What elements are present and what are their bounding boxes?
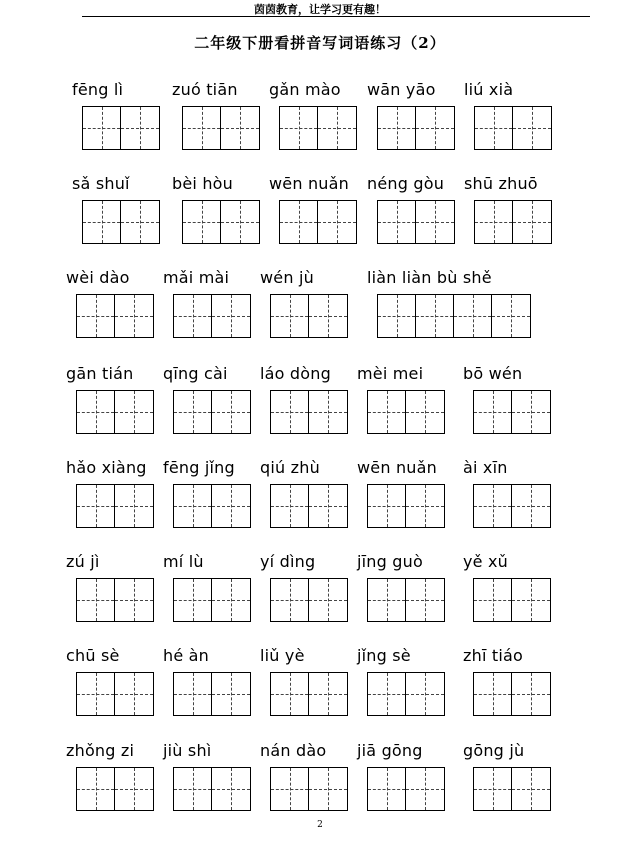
pinyin-label: wèi dào <box>66 268 130 287</box>
writing-cell[interactable] <box>512 485 550 527</box>
writing-cell[interactable] <box>271 768 309 810</box>
pinyin-label: wēn nuǎn <box>269 174 349 193</box>
writing-cell[interactable] <box>77 485 115 527</box>
writing-cell[interactable] <box>271 485 309 527</box>
exercise-row <box>0 741 640 831</box>
pinyin-label: sǎ shuǐ <box>72 174 130 193</box>
tianzige-grid[interactable] <box>173 767 251 811</box>
writing-cell[interactable] <box>77 391 115 433</box>
writing-cell[interactable] <box>368 391 406 433</box>
pinyin-label: nán dào <box>260 741 327 760</box>
writing-cell[interactable] <box>512 673 550 715</box>
writing-cell[interactable] <box>475 201 513 243</box>
writing-cell[interactable] <box>475 107 513 149</box>
writing-cell[interactable] <box>474 579 512 621</box>
writing-cell[interactable] <box>416 295 454 337</box>
writing-cell[interactable] <box>77 768 115 810</box>
writing-cell[interactable] <box>378 107 416 149</box>
writing-cell[interactable] <box>83 201 121 243</box>
tianzige-grid[interactable] <box>76 672 154 716</box>
exercise-row <box>0 364 640 454</box>
writing-cell[interactable] <box>271 673 309 715</box>
writing-cell[interactable] <box>115 391 153 433</box>
pinyin-label: jiù shì <box>163 741 212 760</box>
writing-cell[interactable] <box>309 768 347 810</box>
tianzige-grid[interactable] <box>76 767 154 811</box>
writing-cell[interactable] <box>406 768 444 810</box>
tianzige-grid[interactable] <box>279 106 357 150</box>
tianzige-grid[interactable] <box>76 484 154 528</box>
writing-cell[interactable] <box>271 295 309 337</box>
writing-cell[interactable] <box>309 295 347 337</box>
pinyin-label: yí dìng <box>260 552 316 571</box>
pinyin-label: qīng cài <box>163 364 228 383</box>
writing-cell[interactable] <box>174 485 212 527</box>
writing-cell[interactable] <box>212 391 250 433</box>
writing-cell[interactable] <box>174 295 212 337</box>
pinyin-label: zhī tiáo <box>463 646 523 665</box>
tianzige-grid[interactable] <box>173 390 251 434</box>
writing-cell[interactable] <box>309 485 347 527</box>
writing-cell[interactable] <box>474 391 512 433</box>
pinyin-label: wān yāo <box>367 80 436 99</box>
writing-cell[interactable] <box>474 768 512 810</box>
pinyin-label: jiā gōng <box>357 741 423 760</box>
pinyin-label: néng gòu <box>367 174 445 193</box>
pinyin-label: bèi hòu <box>172 174 234 193</box>
pinyin-label: jǐng sè <box>357 646 411 665</box>
writing-cell[interactable] <box>368 485 406 527</box>
pinyin-label: fēng lì <box>72 80 124 99</box>
writing-cell[interactable] <box>513 201 551 243</box>
writing-cell[interactable] <box>416 201 454 243</box>
writing-cell[interactable] <box>492 295 530 337</box>
writing-cell[interactable] <box>512 768 550 810</box>
pinyin-label: ài xīn <box>463 458 508 477</box>
writing-cell[interactable] <box>406 391 444 433</box>
writing-cell[interactable] <box>309 579 347 621</box>
writing-cell[interactable] <box>115 673 153 715</box>
pinyin-label: liǔ yè <box>260 646 305 665</box>
tianzige-grid[interactable] <box>173 578 251 622</box>
writing-cell[interactable] <box>406 579 444 621</box>
writing-cell[interactable] <box>309 673 347 715</box>
exercise-row <box>0 80 640 170</box>
tianzige-grid[interactable] <box>367 672 445 716</box>
writing-cell[interactable] <box>474 485 512 527</box>
exercise-row <box>0 552 640 642</box>
tianzige-grid[interactable] <box>173 672 251 716</box>
pinyin-label: zú jì <box>66 552 100 571</box>
writing-cell[interactable] <box>174 391 212 433</box>
writing-cell[interactable] <box>406 485 444 527</box>
writing-cell[interactable] <box>77 579 115 621</box>
tianzige-grid[interactable] <box>182 200 260 244</box>
writing-cell[interactable] <box>115 485 153 527</box>
tianzige-grid[interactable] <box>377 200 455 244</box>
tianzige-grid[interactable] <box>173 484 251 528</box>
writing-cell[interactable] <box>512 391 550 433</box>
pinyin-label: zuó tiān <box>172 80 238 99</box>
pinyin-label: zhǒng zi <box>66 741 135 760</box>
exercise-row <box>0 268 640 358</box>
writing-cell[interactable] <box>115 295 153 337</box>
tianzige-grid[interactable] <box>270 578 348 622</box>
tianzige-grid[interactable] <box>270 484 348 528</box>
pinyin-label: gōng jù <box>463 741 525 760</box>
writing-cell[interactable] <box>121 201 159 243</box>
writing-cell[interactable] <box>221 201 259 243</box>
tianzige-grid[interactable] <box>367 578 445 622</box>
tianzige-grid[interactable] <box>474 200 552 244</box>
pinyin-label: láo dòng <box>260 364 331 383</box>
pinyin-label: mèi mei <box>357 364 424 383</box>
tianzige-grid[interactable] <box>270 390 348 434</box>
tianzige-grid[interactable] <box>377 294 531 338</box>
tianzige-grid[interactable] <box>270 294 348 338</box>
pinyin-label: gān tián <box>66 364 134 383</box>
writing-cell[interactable] <box>512 579 550 621</box>
tianzige-grid[interactable] <box>82 106 160 150</box>
pinyin-label: shū zhuō <box>464 174 538 193</box>
tianzige-grid[interactable] <box>270 672 348 716</box>
page-title: 二年级下册看拼音写词语练习（2） <box>194 34 446 52</box>
tianzige-grid[interactable] <box>473 484 551 528</box>
tianzige-grid[interactable] <box>182 106 260 150</box>
pinyin-label: jīng guò <box>357 552 423 571</box>
pinyin-label: yě xǔ <box>463 552 509 571</box>
pinyin-label: hé àn <box>163 646 210 665</box>
writing-cell[interactable] <box>212 485 250 527</box>
writing-cell[interactable] <box>474 673 512 715</box>
writing-cell[interactable] <box>183 201 221 243</box>
tianzige-grid[interactable] <box>76 294 154 338</box>
writing-cell[interactable] <box>77 673 115 715</box>
exercise-row <box>0 458 640 548</box>
writing-cell[interactable] <box>280 107 318 149</box>
tianzige-grid[interactable] <box>270 767 348 811</box>
writing-cell[interactable] <box>83 107 121 149</box>
pinyin-label: mǎi mài <box>163 268 230 287</box>
pinyin-label: wēn nuǎn <box>357 458 437 477</box>
pinyin-label: chū sè <box>66 646 120 665</box>
tianzige-grid[interactable] <box>82 200 160 244</box>
pinyin-label: liàn liàn bù shě <box>367 268 492 287</box>
writing-cell[interactable] <box>212 579 250 621</box>
writing-cell[interactable] <box>406 673 444 715</box>
tianzige-grid[interactable] <box>474 106 552 150</box>
tianzige-grid[interactable] <box>473 672 551 716</box>
pinyin-label: qiú zhù <box>260 458 320 477</box>
writing-cell[interactable] <box>271 579 309 621</box>
tianzige-grid[interactable] <box>473 578 551 622</box>
writing-cell[interactable] <box>368 673 406 715</box>
writing-cell[interactable] <box>378 201 416 243</box>
writing-cell[interactable] <box>212 295 250 337</box>
writing-cell[interactable] <box>174 768 212 810</box>
writing-cell[interactable] <box>77 295 115 337</box>
writing-cell[interactable] <box>174 673 212 715</box>
writing-cell[interactable] <box>121 107 159 149</box>
writing-cell[interactable] <box>115 768 153 810</box>
exercise-row <box>0 646 640 736</box>
writing-cell[interactable] <box>309 391 347 433</box>
writing-cell[interactable] <box>221 107 259 149</box>
exercise-row <box>0 174 640 264</box>
writing-cell[interactable] <box>318 107 356 149</box>
tianzige-grid[interactable] <box>367 767 445 811</box>
pinyin-label: bō wén <box>463 364 523 383</box>
pinyin-label: mí lù <box>163 552 204 571</box>
tianzige-grid[interactable] <box>367 484 445 528</box>
writing-cell[interactable] <box>368 768 406 810</box>
writing-cell[interactable] <box>212 673 250 715</box>
writing-cell[interactable] <box>378 295 416 337</box>
writing-cell[interactable] <box>271 391 309 433</box>
tianzige-grid[interactable] <box>173 294 251 338</box>
writing-cell[interactable] <box>368 579 406 621</box>
writing-cell[interactable] <box>280 201 318 243</box>
header-slogan: 茵茵教育，让学习更有趣！ <box>254 3 386 16</box>
writing-cell[interactable] <box>115 579 153 621</box>
writing-cell[interactable] <box>454 295 492 337</box>
tianzige-grid[interactable] <box>76 578 154 622</box>
writing-cell[interactable] <box>513 107 551 149</box>
pinyin-label: liú xià <box>464 80 514 99</box>
pinyin-label: hǎo xiàng <box>66 458 147 477</box>
page-number: 2 <box>317 820 323 830</box>
pinyin-label: gǎn mào <box>269 80 341 99</box>
writing-cell[interactable] <box>212 768 250 810</box>
pinyin-label: fēng jǐng <box>163 458 235 477</box>
writing-cell[interactable] <box>174 579 212 621</box>
tianzige-grid[interactable] <box>377 106 455 150</box>
tianzige-grid[interactable] <box>473 767 551 811</box>
tianzige-grid[interactable] <box>279 200 357 244</box>
tianzige-grid[interactable] <box>367 390 445 434</box>
tianzige-grid[interactable] <box>473 390 551 434</box>
writing-cell[interactable] <box>183 107 221 149</box>
pinyin-label: wén jù <box>260 268 314 287</box>
writing-cell[interactable] <box>416 107 454 149</box>
writing-cell[interactable] <box>318 201 356 243</box>
tianzige-grid[interactable] <box>76 390 154 434</box>
